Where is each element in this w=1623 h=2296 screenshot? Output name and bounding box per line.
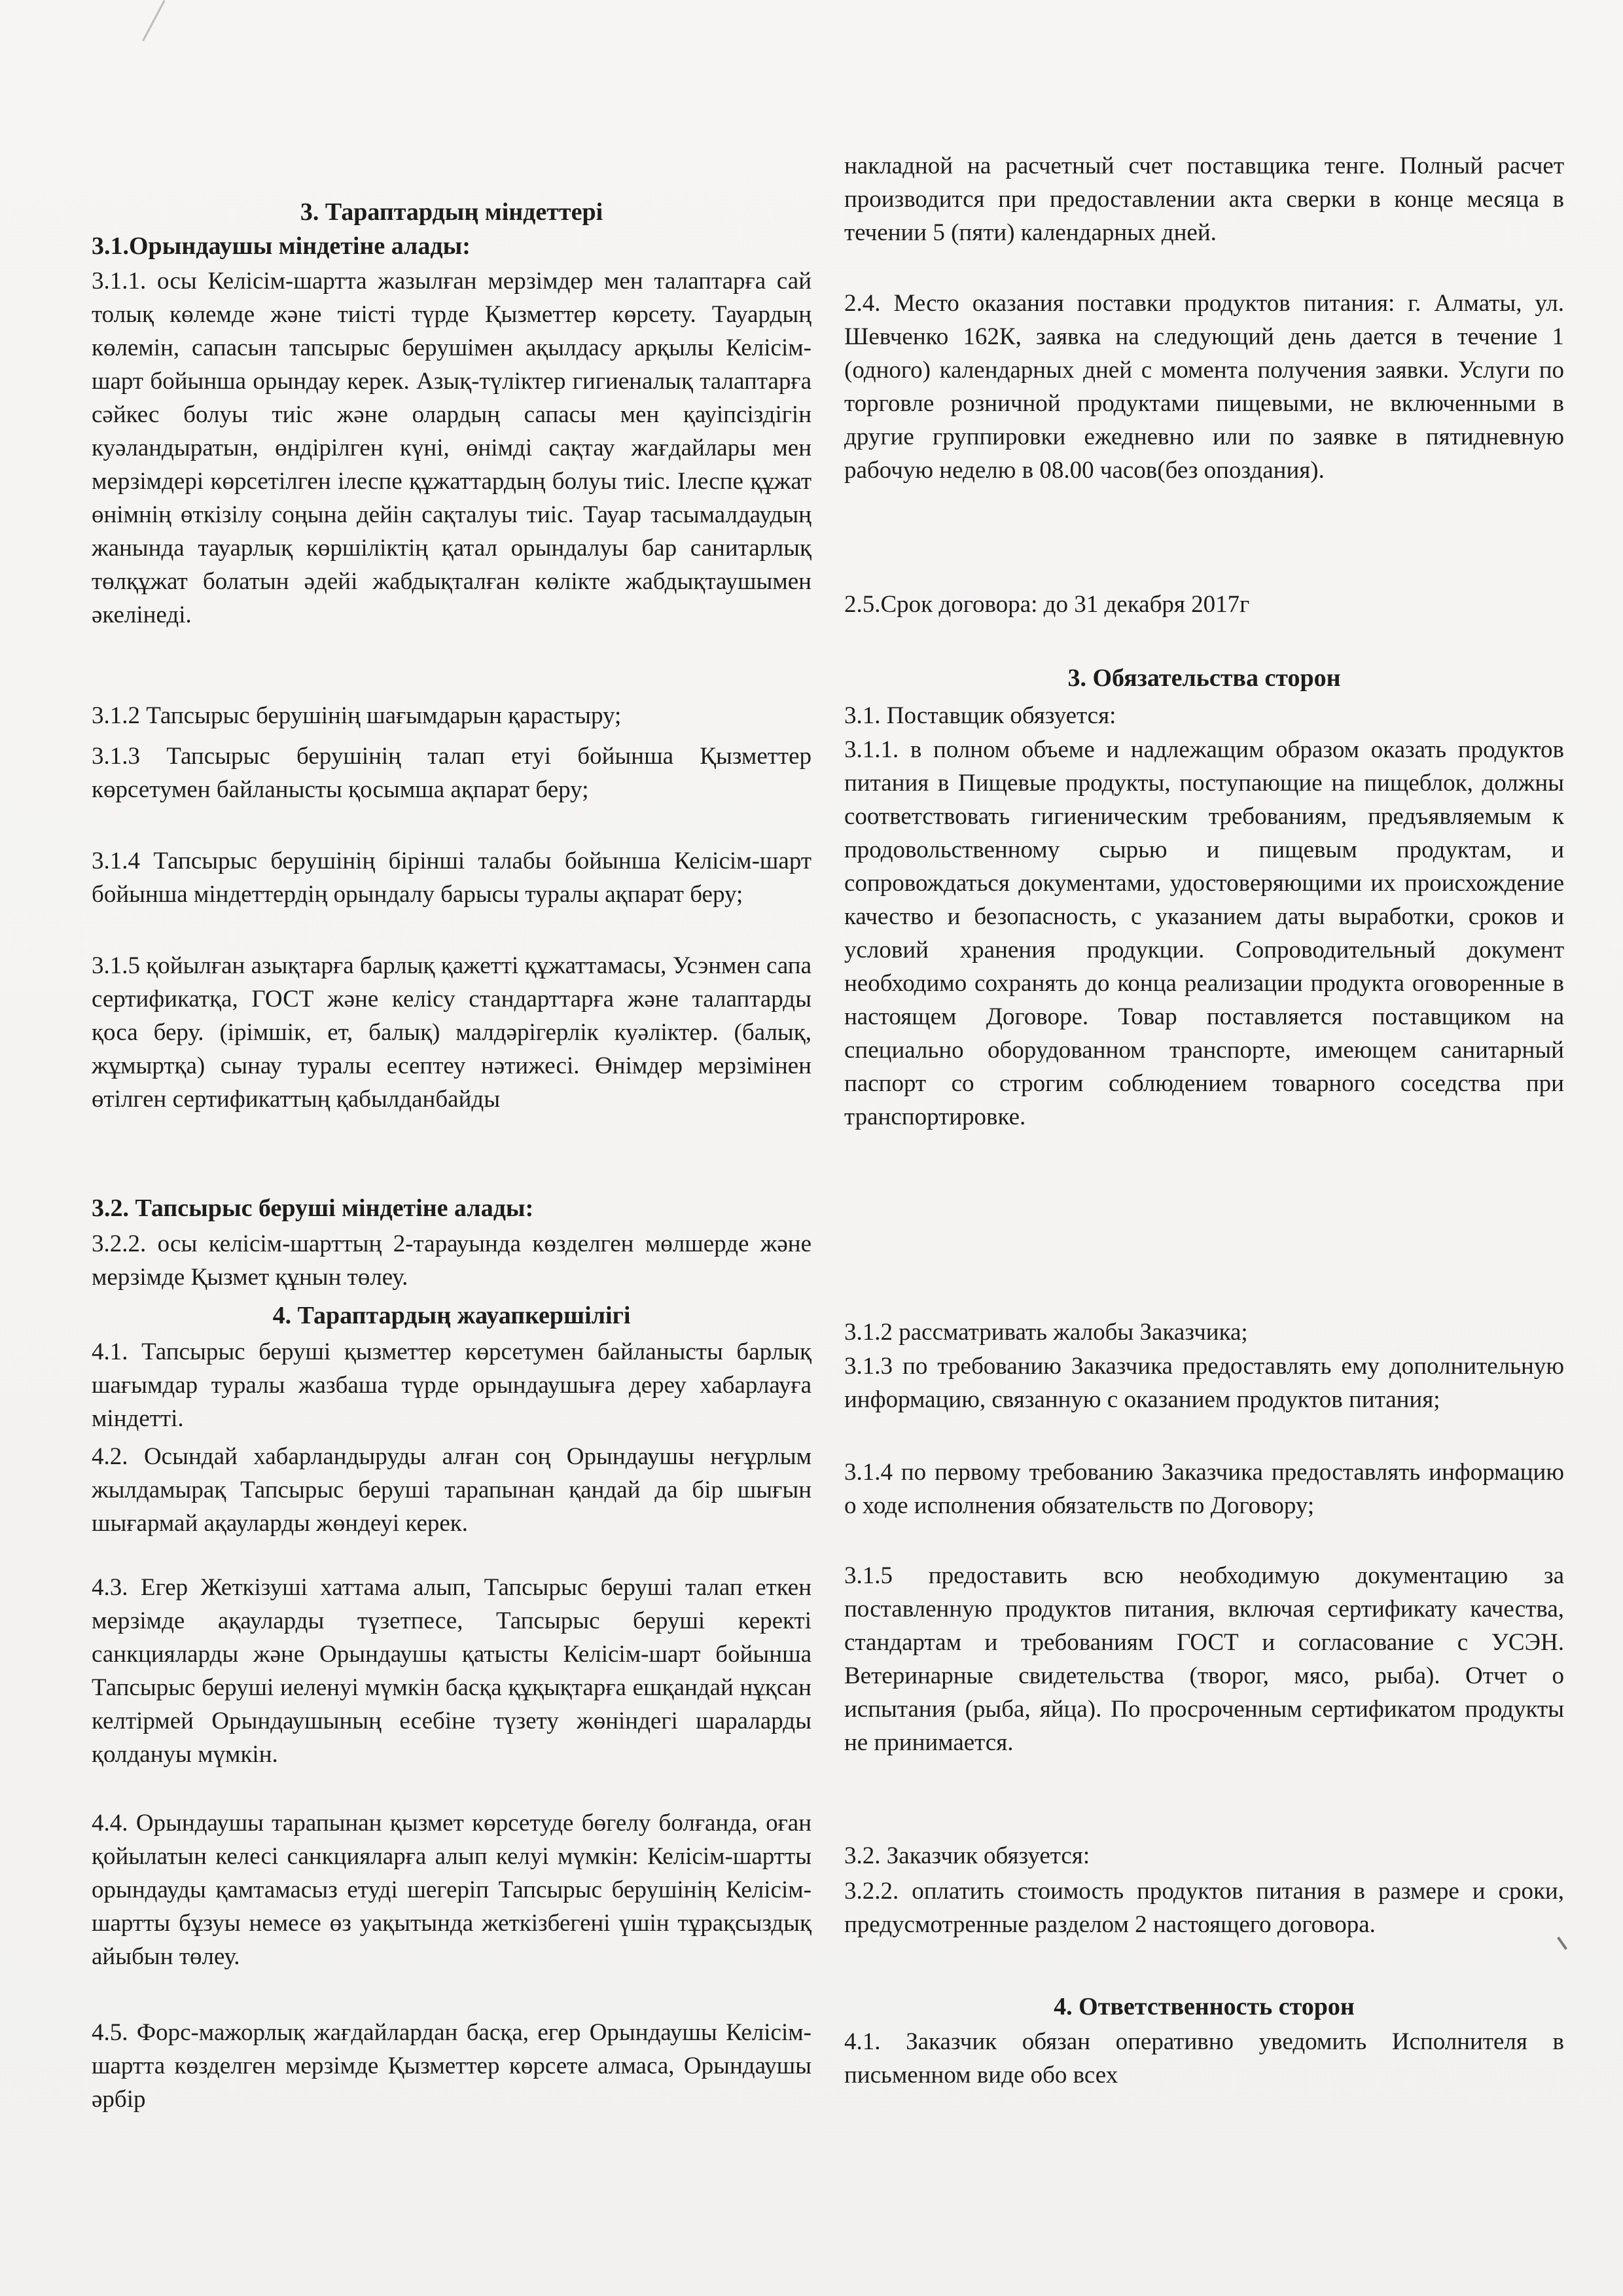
clause-4-3-kz: 4.3. Егер Жеткізуші хаттама алып, Тапсырыс беруші талап еткен мерзімде ақауларды түзетпесе, Тапсырыс беруші керекті санкцияларды және Орындаушы қатысты Келісім-шарт бойынша Тапсырыс беруші иеленуі мүмкін басқа құқықтарға ешқандай нұқсан келтірмей Орындаушының есебіне түзету жөніндегі шараларды қолдануы мүмкін. [92,1574,812,1768]
clause-4-1-ru: 4.1. Заказчик обязан оперативно уведомить Исполнителя в письменном виде обо всех [844,2028,1564,2089]
clause-3-2-2-ru: 3.2.2. оплатить стоимость продуктов питания в размере и сроки, предусмотренные разделом 2 настоящего договора. [844,1878,1564,1938]
clause-3-1-4-ru: 3.1.4 по первому требованию Заказчика предоставлять информацию о ходе исполнения обязательств по Договору; [844,1459,1564,1519]
clause-2-5-ru: 2.5.Срок договора: до 31 декабря 2017г [844,591,1250,618]
right-column-russian [844,0,1564,2296]
clause-3-1-3-ru: 3.1.3 по требованию Заказчика предоставлять ему дополнительную информацию, связанную с оказанием продуктов питания; [844,1353,1564,1413]
clause-3-1-2-ru: 3.1.2 рассматривать жалобы Заказчика; [844,1319,1248,1346]
section-3-heading-ru: 3. Обязательства сторон [1067,664,1341,692]
section-4-heading-ru: 4. Ответственность сторон [1054,1993,1355,2020]
clause-4-5-kz: 4.5. Форс-мажорлық жағдайлардан басқа, егер Орындаушы Келісім-шартта көзделген мерзімде Қызметтер көрсете алмаса, Орындаушы әрбір [92,2019,812,2113]
section-4-heading-kz: 4. Тараптардың жауапкершілігі [272,1302,631,1329]
clause-3-1-2-kz: 3.1.2 Тапсырыс берушінің шағымдарын қарастыру; [92,702,622,729]
clause-3-1-1-kz: 3.1.1. осы Келісім-шартта жазылған мерзімдер мен талаптарға сай толық көлемде және тиісті түрде Қызметтер көрсету. Тауардың көлемін, сапасын тапсырыс берушімен ақылдасу арқылы Келісім-шарт бойынша орындау керек. Азық-түліктер гигиеналық талаптарға сәйкес болуы тиіс және олардың сапасы мен қауіпсіздігін куәландыратын, өндірілген күні, өнімді сақтау жағдайлары мен мерзімдері көрсетілген ілеспе құжаттардың болуы тиіс. Ілеспе құжат өнімнің өткізілу соңына дейін сақталуы тиіс. Тауар тасымалдаудың жанында тауарлық көршіліктің қатал орындалуы бар санитарлық төлқұжат болатын әдейі жабдықталған көлікте жабдықтаушымен әкелінеді. [92,268,812,628]
clause-4-2-kz: 4.2. Осындай хабарландыруды алған соң Орындаушы неғұрлым жылдамырақ Тапсырыс беруші тарапынан қандай да бір шығын шығармай ақауларды жөндеуі керек. [92,1443,812,1537]
clause-2-4-ru: 2.4. Место оказания поставки продуктов питания: г. Алматы, ул. Шевченко 162К, заявка на следующий день дается в течение 1 (одного) календарных дней с момента получения заявки. Услуги по торговле розничной продуктами пищевыми, не включенными в другие группировки ежедневно или по заявке в пятидневную рабочую неделю в 08.00 часов(без опоздания). [844,290,1564,484]
clause-3-1-5-kz: 3.1.5 қойылған азықтарға барлық қажетті құжаттамасы, Усэнмен сапа сертификатқа, ГОСТ және келісу стандарттарға және талаптарды қоса беру. (ірімшік, ет, балық) малдәрігерлік куәліктер. (балық, жұмыртқа) сынау туралы есептеу нәтижесі. Өнімдер мерзімінен өтілген сертификаттың қабылданбайды [92,952,812,1113]
clause-3-1-3-kz: 3.1.3 Тапсырыс берушінің талап етуі бойынша Қызметтер көрсетумен байланысты қосымша ақпарат беру; [92,743,812,803]
left-column-kazakh [92,0,812,2296]
section-3-heading-kz: 3. Тараптардың міндеттері [300,198,603,226]
section-3-2-heading-kz: 3.2. Тапсырыс беруші міндетіне алады: [92,1194,534,1222]
clause-3-2-2-kz: 3.2.2. осы келісім-шарттың 2-тарауында көзделген мөлшерде және мерзімде Қызмет құнын төлеу. [92,1230,812,1291]
clause-2-3-tail-ru: накладной на расчетный счет поставщика тенге. Полный расчет производится при предоставлении акта сверки в конце месяца в течении 5 (пяти) календарных дней. [844,152,1564,246]
clause-3-1-ru: 3.1. Поставщик обязуется: [844,702,1116,729]
clause-4-4-kz: 4.4. Орындаушы тарапынан қызмет көрсетуде бөгелу болғанда, оған қойылатын келесі санкцияларға алып келуі мүмкін: Келісім-шартты орындауды қамтамасыз етуді шегеріп Тапсырыс берушінің Келісім-шартты бұзуы немесе өз уақытында жеткізбегені үшін тұрақсыздық айыбын төлеу. [92,1810,812,1970]
clause-3-1-4-kz: 3.1.4 Тапсырыс берушінің бірінші талабы бойынша Келісім-шарт бойынша міндеттердің орындалу барысы туралы ақпарат беру; [92,848,812,908]
clause-3-1-5-ru: 3.1.5 предоставить всю необходимую документацию за поставленную продуктов питания, включая сертификату качества, стандартам и требованиям ГОСТ и согласование с УСЭН. Ветеринарные свидетельства (творог, мясо, рыба). Отчет о испытания (рыба, яйца). По просроченным сертификатом продукты не принимается. [844,1562,1564,1756]
clause-4-1-kz: 4.1. Тапсырыс беруші қызметтер көрсетумен байланысты барлық шағымдар туралы жазбаша түрде орындаушыға дереу хабарлауға міндетті. [92,1338,812,1432]
clause-3-2-ru: 3.2. Заказчик обязуется: [844,1842,1090,1869]
section-3-1-heading-kz: 3.1.Орындаушы міндетіне алады: [92,232,471,260]
clause-3-1-1-ru: 3.1.1. в полном объеме и надлежащим образом оказать продуктов питания в Пищевые продукты, поступающие на пищеблок, должны соответствовать гигиеническим требованиям, предъявляемым к продовольственному сырью и пищевым продуктам, и сопровождаться документами, удостоверяющими их происхождение качество и безопасность, с указанием даты выработки, сроков и условий хранения продукции. Сопроводительный документ необходимо сохранять до конца реализации продукта оговоренные в настоящем Договоре. Товар поставляется поставщиком на специально оборудованном транспорте, имеющем санитарный паспорт со строгим соблюдением товарного соседства при транспортировке. [844,736,1564,1130]
